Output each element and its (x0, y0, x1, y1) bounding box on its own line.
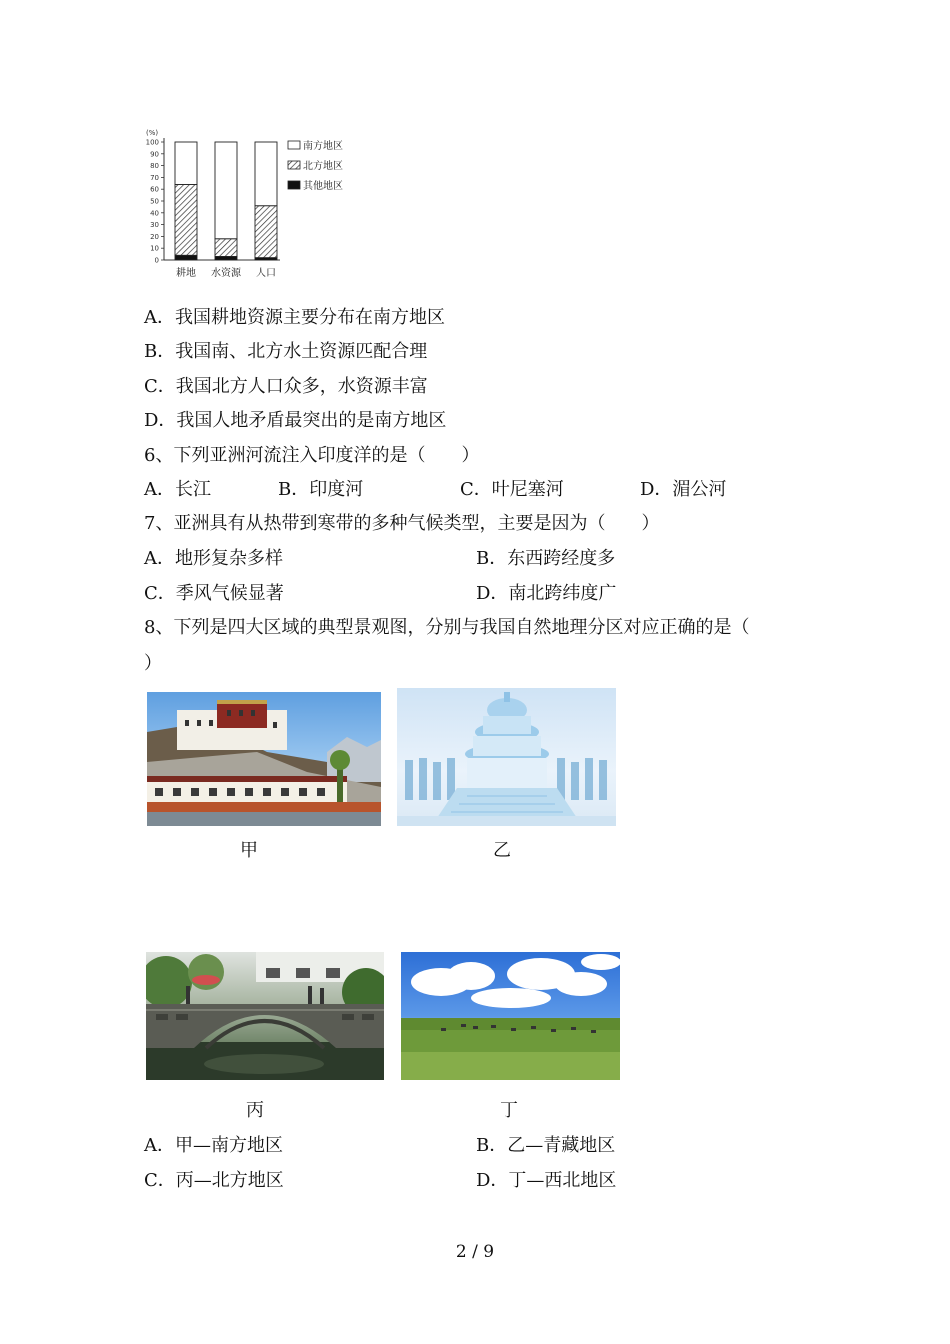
bar-segment (255, 206, 277, 258)
q5-option-a[interactable]: A．我国耕地资源主要分布在南方地区 (144, 307, 445, 328)
y-tick-label: 90 (150, 150, 159, 159)
photo-ice-sculpture (397, 688, 616, 826)
bar-segment (175, 184, 197, 255)
q8-option-c[interactable]: C．丙—北方地区 (144, 1170, 284, 1191)
q8-option-d[interactable]: D．丁—西北地区 (476, 1170, 617, 1191)
x-tick-label: 耕地 (176, 268, 196, 279)
q5-option-d[interactable]: D．我国人地矛盾最突出的是南方地区 (144, 410, 447, 431)
photo-grassland (401, 952, 620, 1080)
y-tick-label: 30 (150, 221, 159, 230)
q7-option-c[interactable]: C．季风气候显著 (144, 583, 284, 604)
bar-segment (175, 142, 197, 184)
caption-yi: 乙 (493, 840, 511, 861)
q7-option-d[interactable]: D．南北跨纬度广 (476, 583, 617, 604)
q7-stem: 7、亚洲具有从热带到寒带的多种气候类型，主要是因为（ ） (144, 513, 660, 534)
legend-label: 其他地区 (303, 181, 343, 192)
q6-option-b[interactable]: B．印度河 (278, 479, 364, 500)
y-tick-label: 70 (150, 173, 159, 182)
legend-label: 南方地区 (303, 141, 343, 152)
y-tick-label: 80 (150, 162, 159, 171)
x-tick-label: 人口 (256, 268, 276, 279)
y-tick-label: 100 (145, 138, 159, 147)
y-tick-label: 40 (150, 209, 159, 218)
q7-option-a[interactable]: A．地形复杂多样 (144, 548, 283, 569)
q5-option-b[interactable]: B．我国南、北方水土资源匹配合理 (144, 341, 428, 362)
q8-stem: 8、下列是四大区域的典型景观图，分别与我国自然地理分区对应正确的是（ (144, 617, 750, 638)
q5-option-c[interactable]: C．我国北方人口众多，水资源丰富 (144, 376, 428, 397)
y-tick-label: 10 (150, 244, 159, 253)
q6-option-a[interactable]: A．长江 (144, 479, 211, 500)
y-tick-label: 20 (150, 232, 159, 241)
caption-jia: 甲 (240, 840, 258, 861)
y-unit-label: (%) (146, 129, 159, 137)
y-tick-label: 50 (150, 197, 159, 206)
q8-stem-close: ） (144, 653, 162, 674)
q6-stem: 6、下列亚洲河流注入印度洋的是（ ） (144, 445, 480, 466)
bar-segment (255, 142, 277, 206)
legend-swatch (288, 161, 300, 169)
y-tick-label: 0 (154, 256, 159, 265)
bar-segment (175, 255, 197, 260)
q6-option-c[interactable]: C．叶尼塞河 (460, 479, 564, 500)
bar-segment (215, 256, 237, 260)
bar-segment (215, 239, 237, 257)
q8-option-a[interactable]: A．甲—南方地区 (144, 1135, 283, 1156)
y-tick-label: 60 (150, 185, 159, 194)
legend-swatch (288, 141, 300, 149)
legend-label: 北方地区 (303, 161, 343, 172)
q6-option-d[interactable]: D．湄公河 (640, 479, 727, 500)
photo-potala-palace (147, 692, 381, 826)
photo-stone-bridge (146, 952, 384, 1080)
q8-option-b[interactable]: B．乙—青藏地区 (476, 1135, 616, 1156)
q7-option-b[interactable]: B．东西跨经度多 (476, 548, 616, 569)
x-tick-label: 水资源 (211, 268, 241, 279)
stacked-bar-chart (140, 126, 380, 286)
caption-ding: 丁 (500, 1100, 518, 1121)
bar-segment (215, 142, 237, 239)
legend-swatch (288, 181, 300, 189)
page-number: 2 / 9 (455, 1242, 495, 1262)
caption-bing: 丙 (246, 1100, 264, 1121)
